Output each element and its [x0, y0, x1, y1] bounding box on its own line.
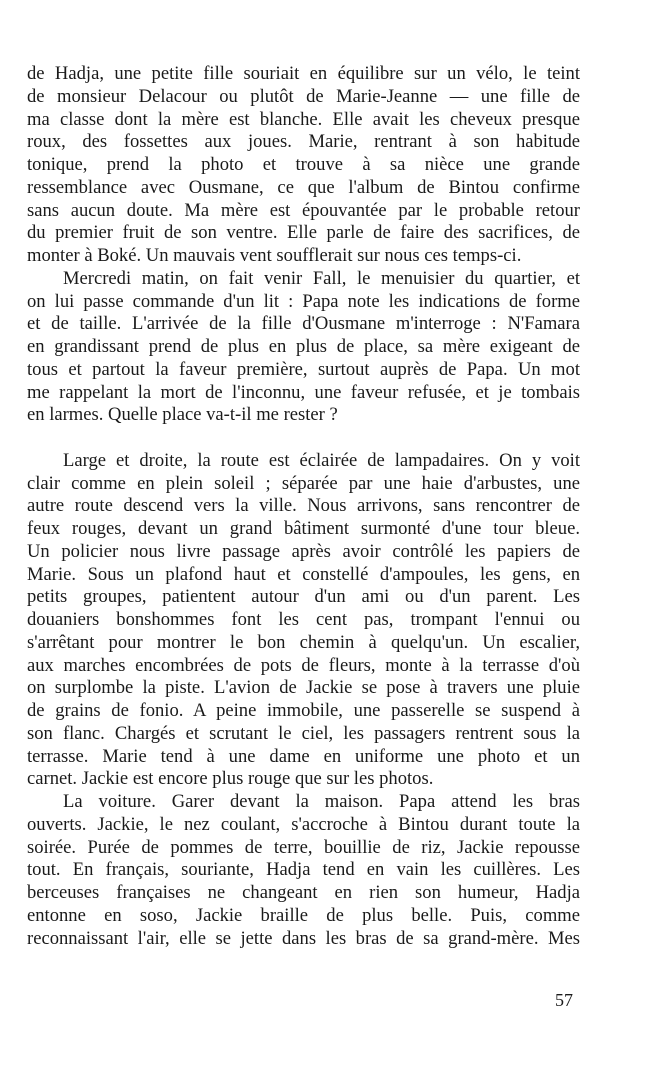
text-line: roux, des fossettes aux joues. Marie, rentrant à son habitude — [27, 131, 580, 153]
text-line: Marie. Sous un plafond haut et constellé d'ampoules, les gens, en — [27, 563, 580, 585]
paragraph — [27, 63, 580, 268]
text-line: de grains de fonio. A peine immobile, une passerelle se suspend à — [27, 700, 580, 721]
text-line: feux rouges, devant un grand bâtiment surmonté d'une tour bleue. — [27, 518, 580, 539]
text-line: sans aucun doute. Ma mère est épouvantée par le probable retour — [27, 199, 580, 221]
text-line: s'arrêtant pour montrer le bon chemin à quelqu'un. Un escalier, — [27, 631, 580, 653]
text-line: tout. En français, souriante, Hadja tend en vain les cuillères. Les — [27, 859, 580, 881]
paragraph — [27, 268, 580, 427]
paragraph-gap — [27, 427, 580, 450]
text-line: Un policier nous livre passage après avoir contrôlé les papiers de — [27, 540, 580, 562]
page-body — [27, 63, 580, 950]
paragraph — [27, 450, 580, 791]
text-line: me rappelant la mort de l'inconnu, une faveur refusée, et je tombais — [27, 381, 580, 403]
text-line: soirée. Purée de pommes de terre, bouillie de riz, Jackie repousse — [27, 836, 580, 858]
text-line: douaniers bonshommes font les cent pas, trompant l'ennui ou — [27, 609, 580, 630]
text-line: entonne en soso, Jackie braille de plus belle. Puis, comme — [27, 904, 580, 926]
text-line: on lui passe commande d'un lit : Papa note les indications de forme — [27, 290, 580, 312]
text-line: La voiture. Garer devant la maison. Papa attend les bras — [63, 791, 580, 812]
text-line: berceuses françaises ne changeant en rien son humeur, Hadja — [27, 882, 580, 903]
text-line: son flanc. Chargés et scrutant le ciel, les passagers rentrent sous la — [27, 722, 580, 744]
text-line: on surplombe la piste. L'avion de Jackie se pose à travers une pluie — [27, 677, 580, 699]
text-line: ouverts. Jackie, le nez coulant, s'accroche à Bintou durant toute la — [27, 813, 580, 835]
text-line: clair comme en plein soleil ; séparée par une haie d'arbustes, une — [27, 472, 580, 494]
text-line: tous et partout la faveur première, surtout auprès de Papa. Un mot — [27, 358, 580, 380]
page-number: 57 — [555, 990, 573, 1010]
text-line: carnet. Jackie est encore plus rouge que sur les photos. — [27, 768, 434, 790]
text-line: aux marches encombrées de pots de fleurs, monte à la terrasse d'où — [27, 654, 580, 676]
text-line: reconnaissant l'air, elle se jette dans les bras de sa grand-mère. Mes — [27, 927, 580, 949]
text-line: de monsieur Delacour ou plutôt de Marie-Jeanne — une fille de — [27, 85, 580, 107]
text-line: Large et droite, la route est éclairée de lampadaires. On y voit — [63, 449, 580, 471]
text-line: tonique, prend la photo et trouve à sa nièce une grande — [27, 154, 580, 175]
text-line: du premier fruit de son ventre. Elle parle de faire des sacrifices, de — [27, 222, 580, 244]
paragraph — [27, 791, 580, 950]
text-line: monter à Boké. Un mauvais vent soufflerait sur nous ces temps-ci. — [27, 245, 522, 266]
text-line: en larmes. Quelle place va-t-il me rester ? — [27, 404, 338, 426]
text-line: Mercredi matin, on fait venir Fall, le menuisier du quartier, et — [63, 267, 580, 289]
text-line: petits groupes, patientent autour d'un ami ou d'un parent. Les — [27, 586, 580, 608]
text-line: de Hadja, une petite fille souriait en équilibre sur un vélo, le teint — [27, 63, 580, 84]
text-line: ma classe dont la mère est blanche. Elle avait les cheveux presque — [27, 108, 580, 130]
text-line: autre route descend vers la ville. Nous arrivons, sans rencontrer de — [27, 495, 580, 517]
text-line: en grandissant prend de plus en plus de place, sa mère exigeant de — [27, 336, 580, 357]
text-line: et de taille. L'arrivée de la fille d'Ousmane m'interroge : N'Famara — [27, 313, 580, 335]
text-line: terrasse. Marie tend à une dame en uniforme une photo et un — [27, 745, 580, 767]
text-line: ressemblance avec Ousmane, ce que l'album de Bintou confirme — [27, 176, 580, 198]
